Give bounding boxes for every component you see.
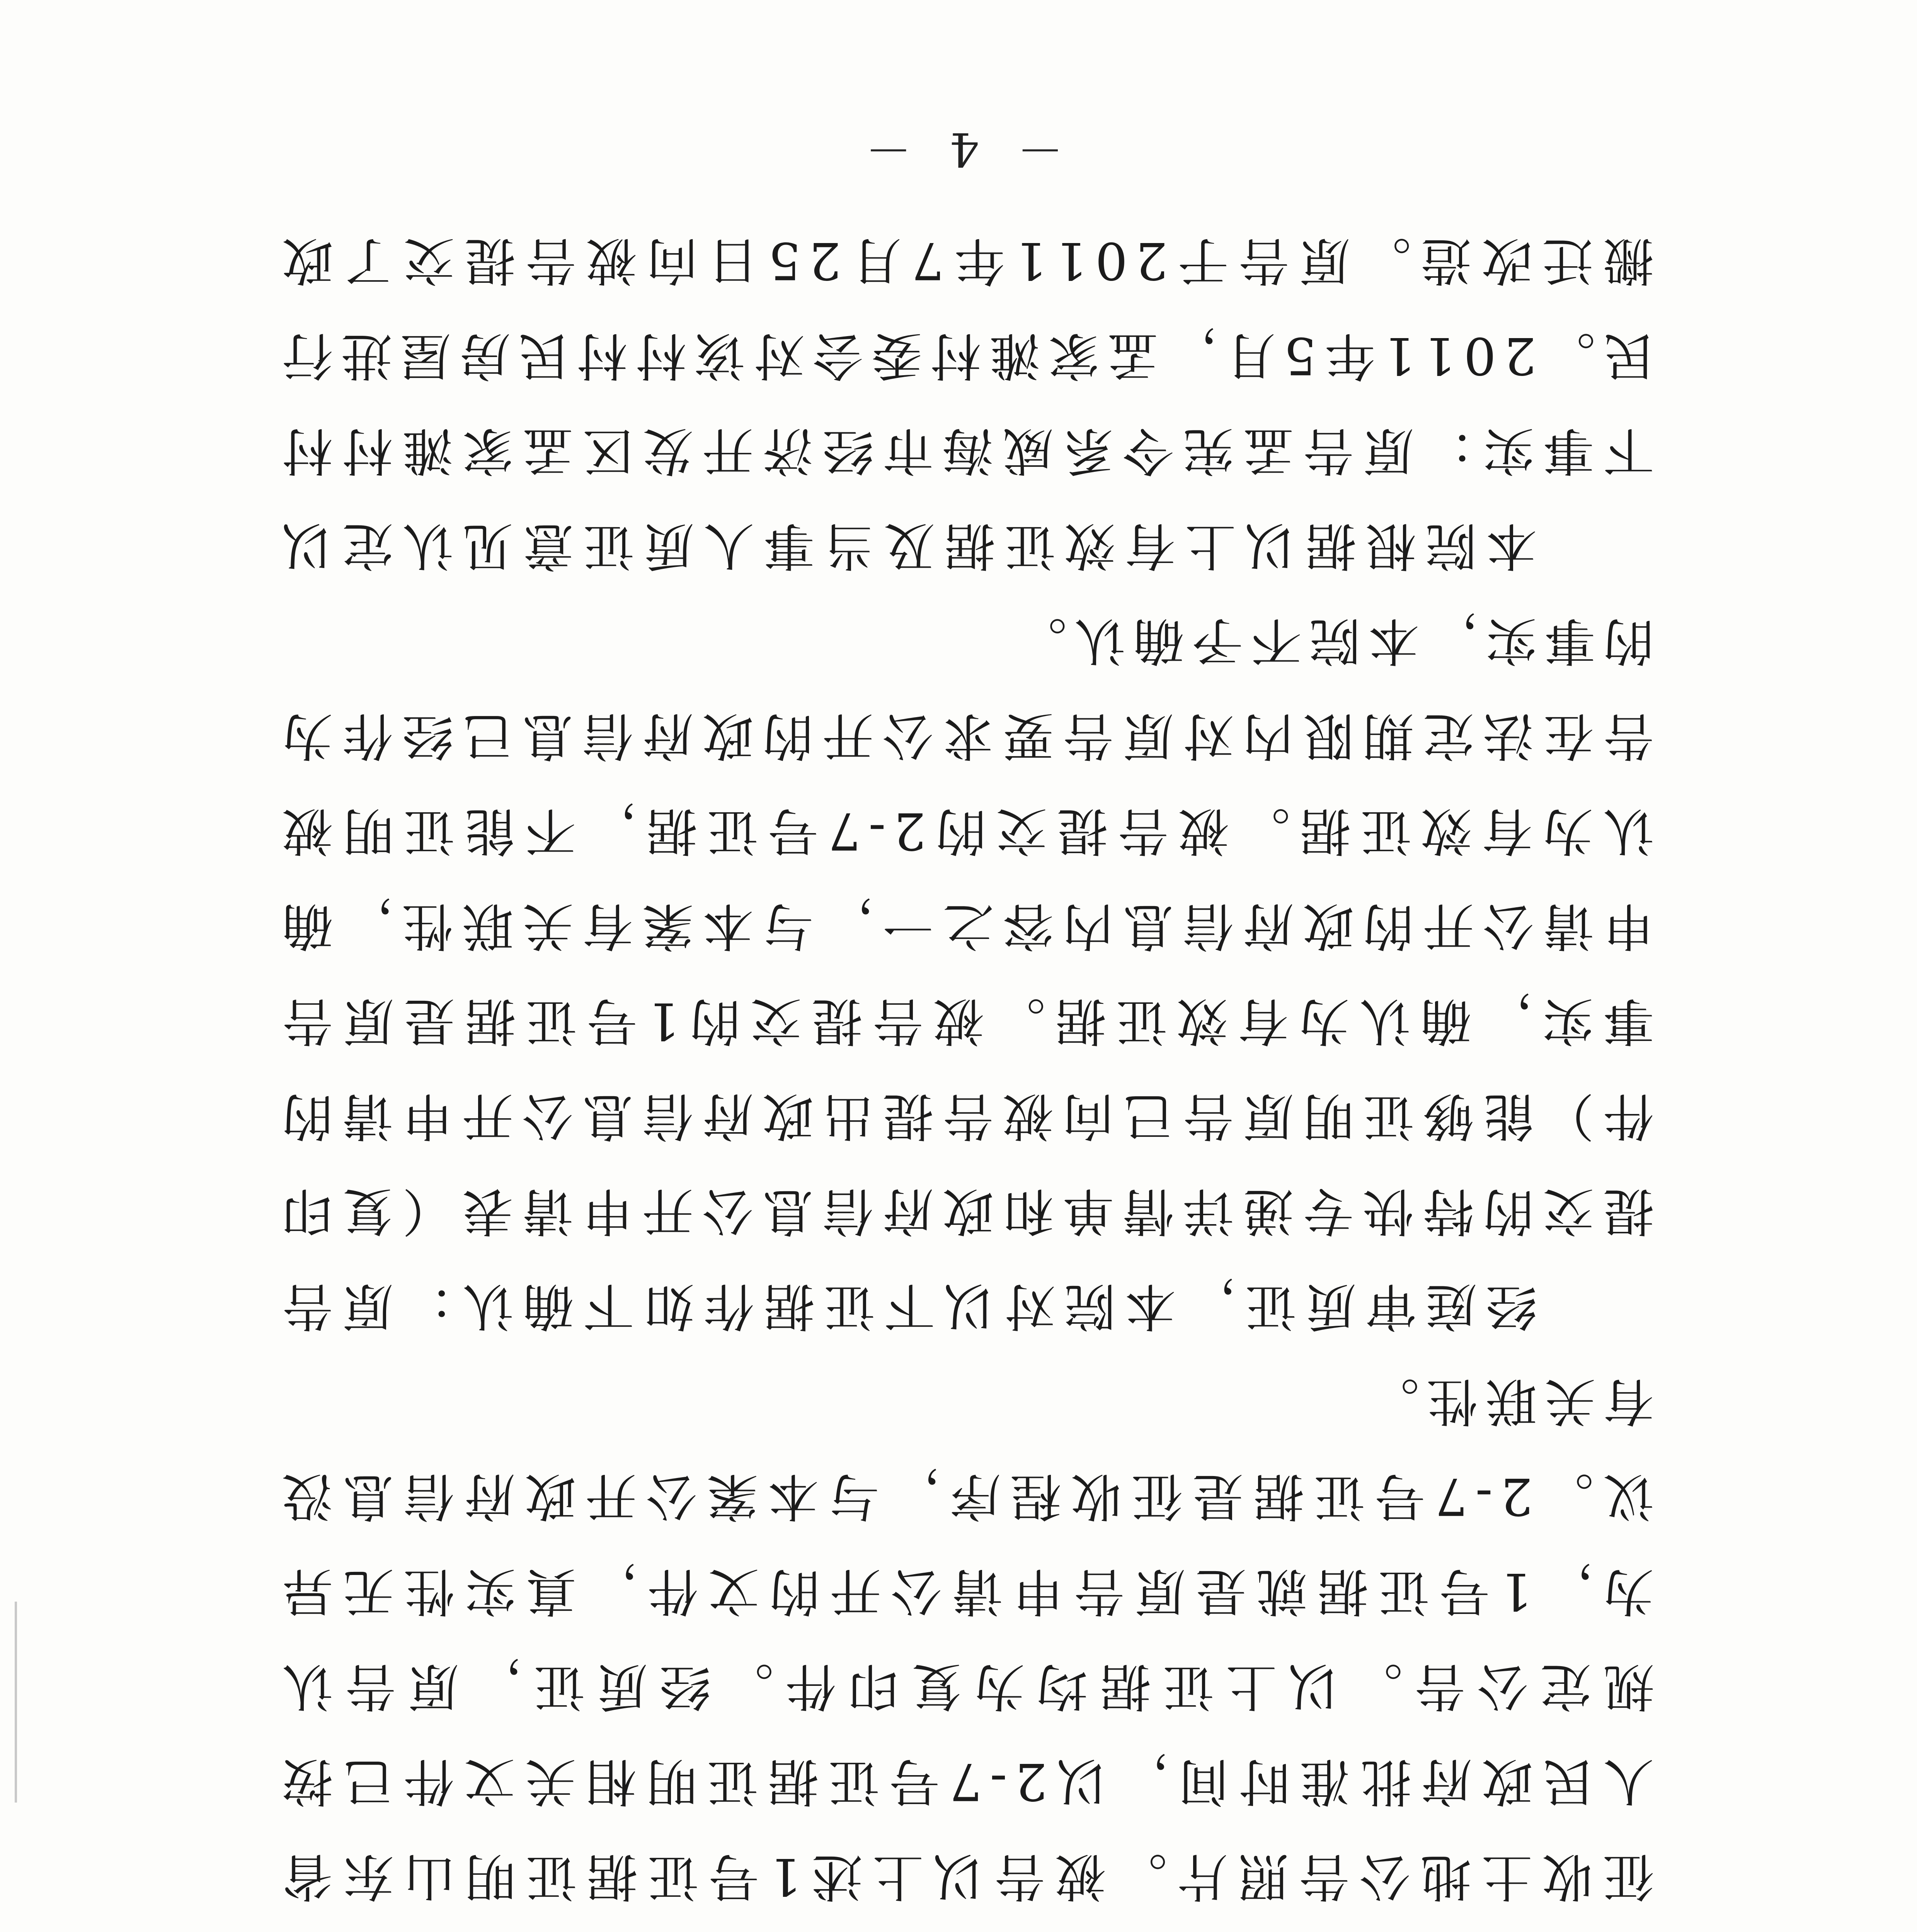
- page-number: － 4 －: [853, 122, 1064, 176]
- paragraph: 本院根据以上有效证据及当事人质证意见认定以下事实：原告孟宪令系威海市经济开发区孟家滩村村民。2011年5月，孟家滩村委会对该村村民房屋进行搬迁改造。原告于2011年7月25日向被告提交了政: [274, 231, 1654, 575]
- paragraph: 征收土地公告照片。被告以上述1号证据证明山东省人民政府批准时间，以2-7号证据证明相关文件已按规定公告。以上证据均为复印件。经质证，原告认为，1号证据就是原告申请公开的文件，真实性无异议。2-7号证据是征收程序，与本案公开政府信息没有关联性。: [274, 1371, 1654, 1906]
- scan-artifact: [15, 1602, 17, 1803]
- body-text: [274, 214, 1654, 1932]
- paragraph: 经庭审质证，本院对以下证据作如下确认：原告提交的特快专递详情单和政府信息公开申请表（复印件）能够证明原告已向被告提出政府信息公开申请的事实，确认为有效证据。被告提交的1号证据是原告申请公开的政府信息内容之一，与本案有关联性，确认为有效证据。被告提交的2-7号证据，不能证明被告在法定期限内对原告要求公开的政府信息已经作为的事实，本院不予确认。: [274, 611, 1654, 1336]
